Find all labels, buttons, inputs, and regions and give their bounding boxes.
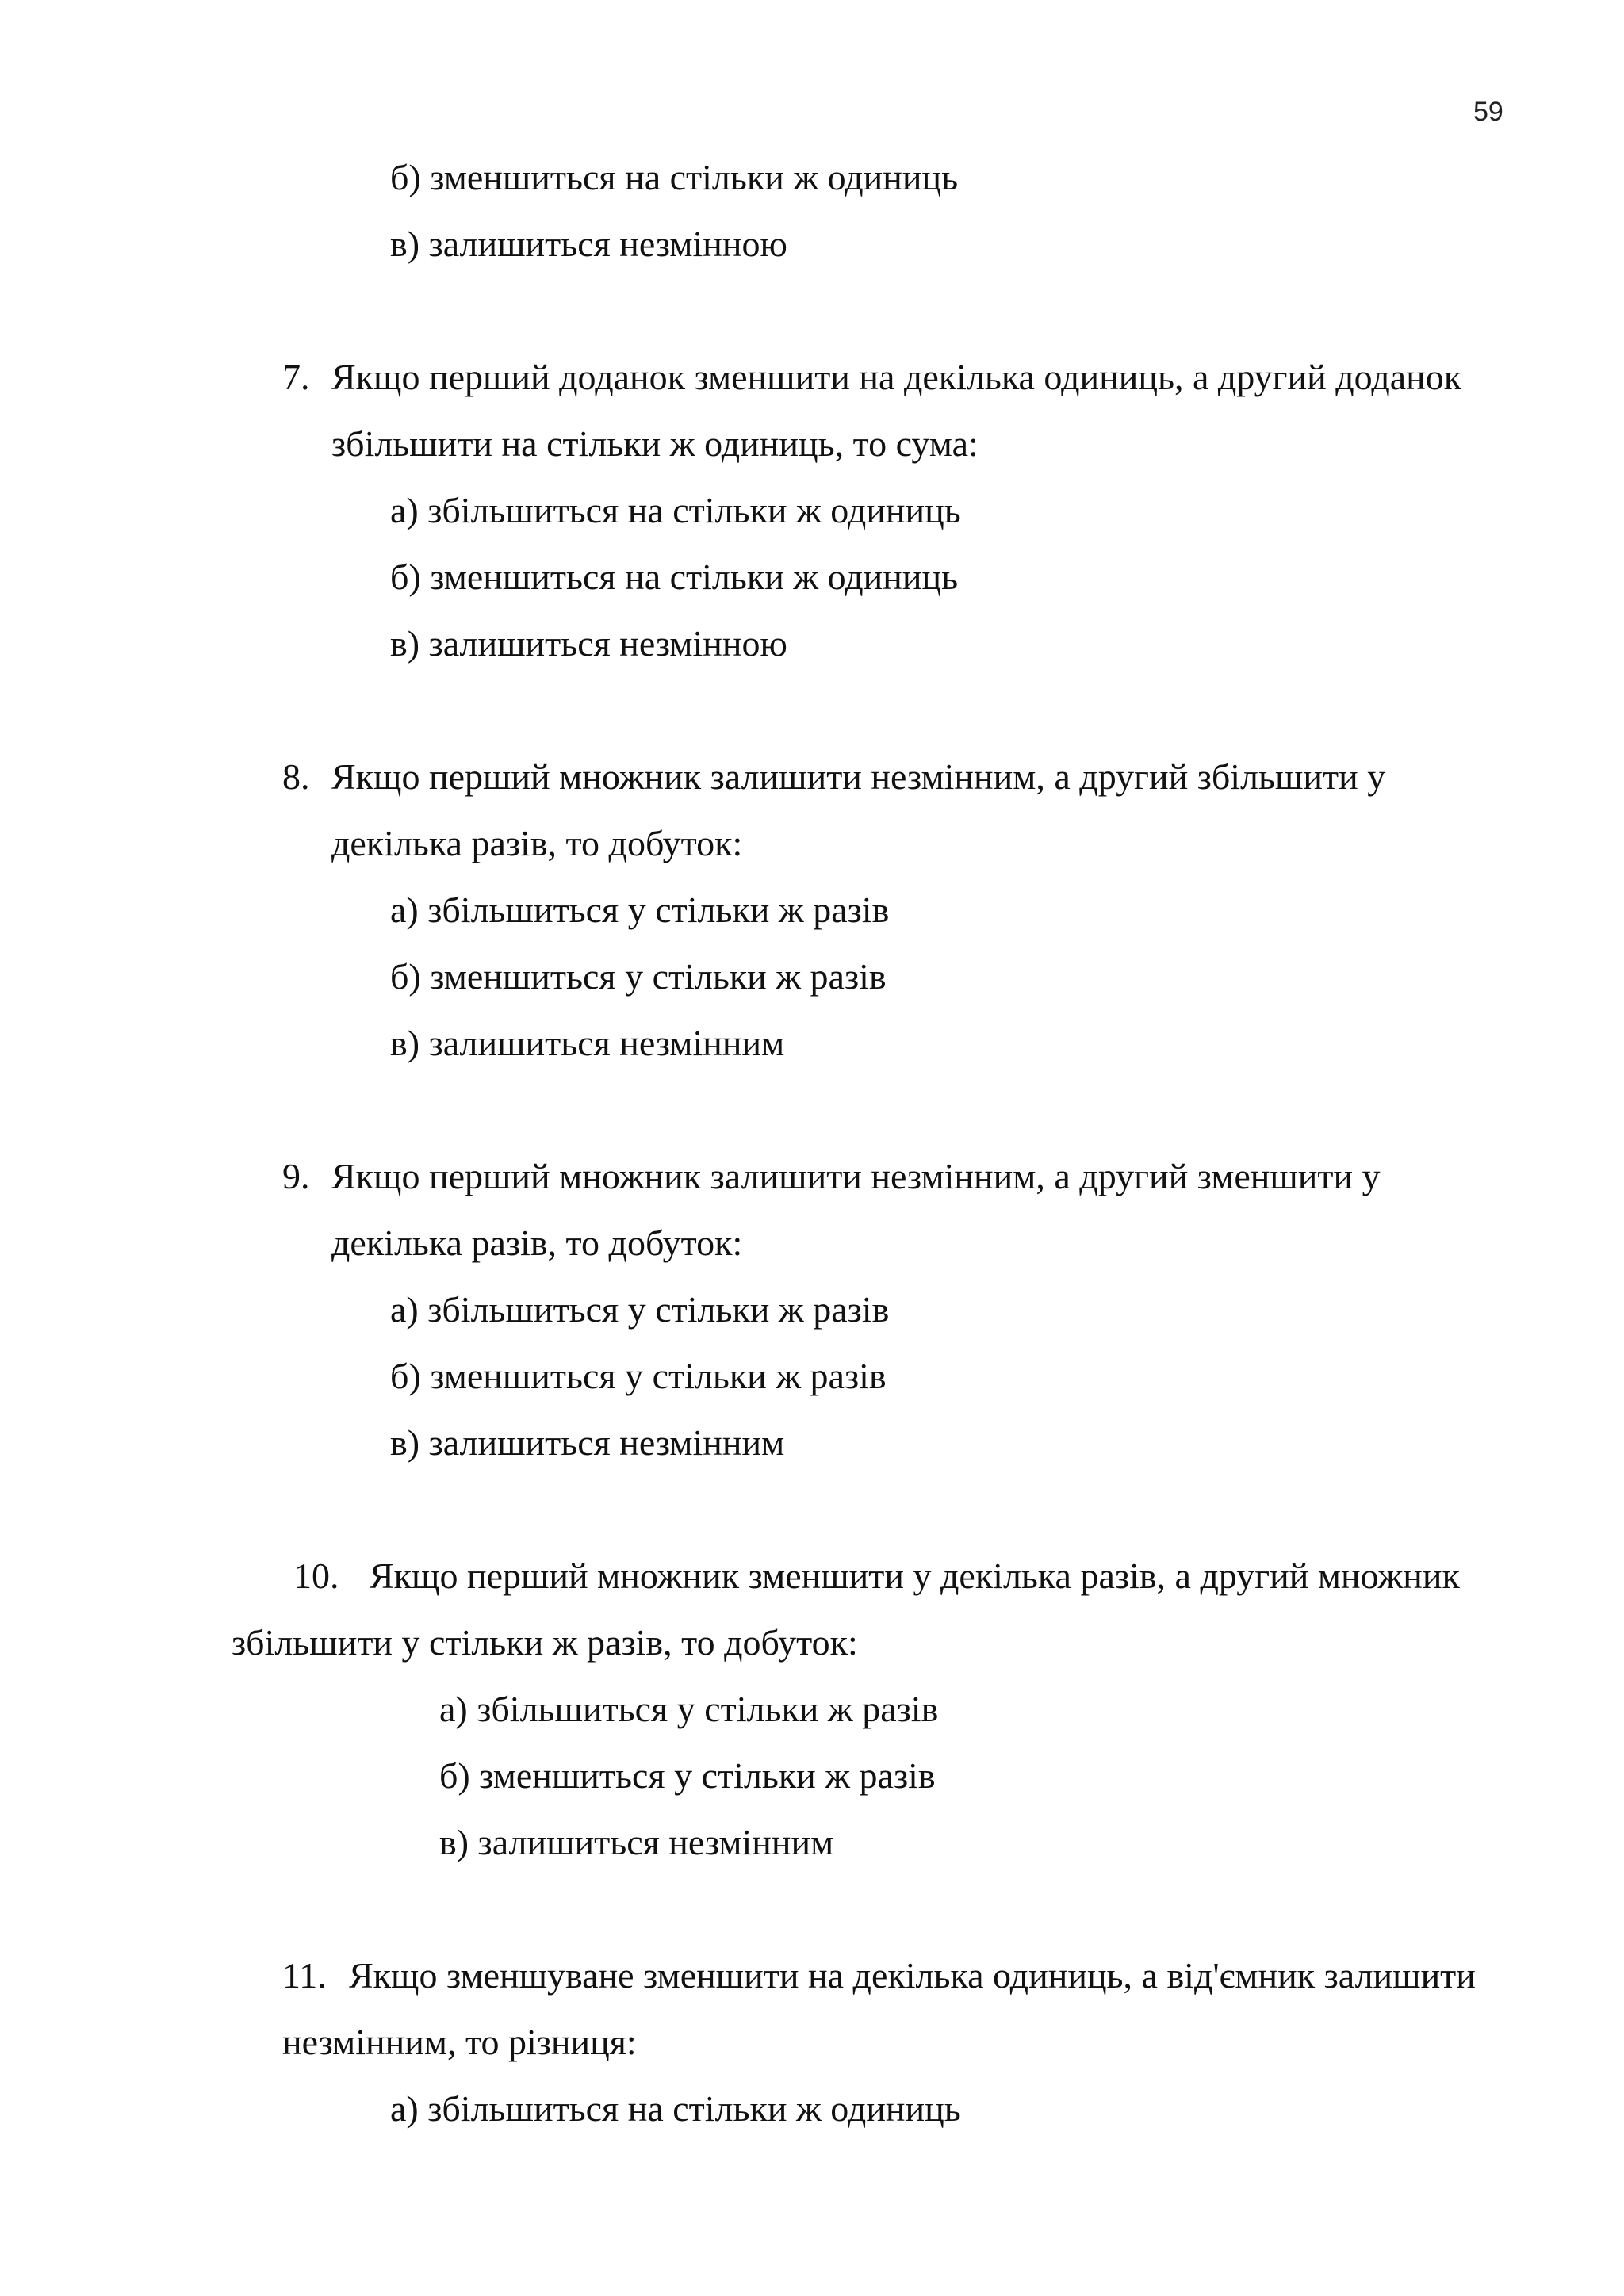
answer-option-b: б) зменшиться у стільки ж разів bbox=[390, 1356, 887, 1396]
answer-option-b: б) зменшиться у стільки ж разів bbox=[439, 1755, 936, 1796]
question-number: 11. bbox=[282, 1955, 327, 1996]
answer-option-c: в) залишиться незмінним bbox=[439, 1822, 834, 1862]
answer-option-c: в) залишиться незмінним bbox=[390, 1023, 785, 1063]
answer-option-a: а) збільшиться на стільки ж одиниць bbox=[390, 490, 961, 530]
answer-option-b: б) зменшиться на стільки ж одиниць bbox=[390, 157, 959, 197]
answer-option-b: б) зменшиться на стільки ж одиниць bbox=[390, 557, 959, 597]
question-number: 7. bbox=[282, 357, 310, 397]
question-number: 10. bbox=[293, 1556, 339, 1596]
answer-option-a: а) збільшиться у стільки ж разів bbox=[390, 1289, 890, 1330]
answer-option-c: в) залишиться незмінним bbox=[390, 1422, 785, 1463]
question-text: Якщо перший доданок зменшити на декілька одиниць, а другий доданок bbox=[331, 357, 1462, 397]
question-text: Якщо зменшуване зменшити на декілька одиниць, а від'ємник залишити bbox=[349, 1955, 1476, 1996]
question-text: Якщо перший множник залишити незмінним, а другий збільшити у bbox=[331, 756, 1386, 797]
question-number: 9. bbox=[282, 1156, 310, 1196]
question-text: Якщо перший множник зменшити у декілька разів, а другий множник bbox=[370, 1556, 1460, 1596]
answer-option-a: а) збільшиться у стільки ж разів bbox=[390, 890, 890, 930]
question-text: Якщо перший множник залишити незмінним, а другий зменшити у bbox=[331, 1156, 1381, 1196]
page-number: 59 bbox=[1473, 97, 1503, 127]
question-text: незмінним, то різниця: bbox=[282, 2022, 637, 2062]
question-text: декілька разів, то добуток: bbox=[331, 1223, 743, 1263]
question-text: збільшити на стільки ж одиниць, то сума: bbox=[331, 423, 979, 464]
question-text: декілька разів, то добуток: bbox=[331, 823, 743, 863]
answer-option-a: а) збільшиться у стільки ж разів bbox=[439, 1689, 939, 1729]
answer-option-c: в) залишиться незмінною bbox=[390, 224, 787, 264]
question-number: 8. bbox=[282, 756, 310, 797]
answer-option-b: б) зменшиться у стільки ж разів bbox=[390, 956, 887, 997]
answer-option-c: в) залишиться незмінною bbox=[390, 623, 787, 664]
answer-option-a: а) збільшиться на стільки ж одиниць bbox=[390, 2088, 961, 2129]
question-text: збільшити у стільки ж разів, то добуток: bbox=[232, 1622, 858, 1663]
